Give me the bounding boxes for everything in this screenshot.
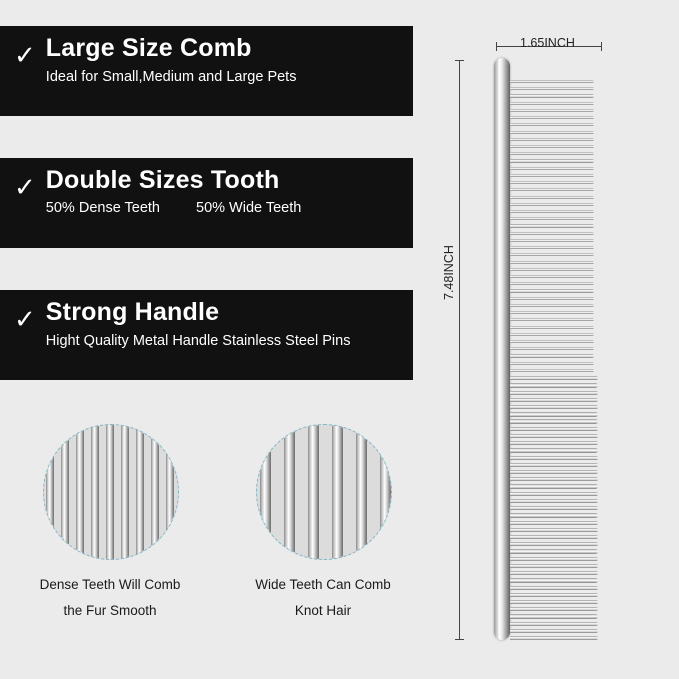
comb-tooth <box>510 419 598 423</box>
width-dimension-label: 1.65INCH <box>520 36 575 50</box>
feature-title: Double Sizes Tooth <box>45 166 280 194</box>
comb-tooth <box>510 261 594 264</box>
width-dimension-cap-left <box>496 42 497 51</box>
comb-tooth <box>510 427 598 431</box>
feature-subtitle: Ideal for Small,Medium and Large Pets <box>45 68 297 85</box>
comb-tooth <box>510 340 594 343</box>
comb-tooth <box>510 549 598 553</box>
comb-tooth <box>510 152 594 155</box>
comb-tooth <box>510 268 594 271</box>
comb-tooth <box>510 326 594 329</box>
comb-tooth <box>510 239 594 242</box>
comb-tooth <box>510 275 594 278</box>
caption-line-2: Knot Hair <box>294 602 352 618</box>
comb-tooth <box>510 542 598 546</box>
closeup-pin <box>308 424 319 560</box>
closeup-pin <box>91 424 99 560</box>
wide-teeth-closeup <box>257 425 391 559</box>
comb-tooth <box>510 600 598 604</box>
comb-tooth <box>510 521 598 525</box>
check-icon: ✓ <box>14 304 36 334</box>
comb-tooth <box>510 383 598 387</box>
comb-tooth <box>510 398 598 402</box>
comb-tooth <box>510 203 594 206</box>
feature-sub-item-dense: 50% Dense Teeth <box>45 199 160 216</box>
comb-tooth <box>510 412 598 416</box>
comb-tooth <box>510 607 598 611</box>
comb-tooth <box>510 87 594 90</box>
feature-title: Strong Handle <box>45 298 220 326</box>
comb-tooth <box>510 131 594 134</box>
comb-tooth <box>510 94 594 97</box>
check-icon: ✓ <box>14 172 36 202</box>
comb-tooth <box>510 80 594 83</box>
product-image-comb <box>494 58 602 640</box>
comb-tooth <box>510 578 598 582</box>
comb-tooth <box>510 571 598 575</box>
comb-tooth <box>510 318 594 321</box>
comb-tooth <box>510 463 598 467</box>
comb-tooth <box>510 347 594 350</box>
closeup-pin <box>106 424 114 560</box>
comb-tooth <box>510 484 598 488</box>
comb-tooth <box>510 362 594 365</box>
comb-tooth <box>510 217 594 220</box>
comb-tooth <box>510 456 598 460</box>
comb-tooth <box>510 391 598 395</box>
dense-teeth-closeup <box>44 425 178 559</box>
comb-tooth <box>510 311 594 314</box>
feature-banner-large-size-comb <box>0 26 413 116</box>
comb-tooth <box>510 614 598 618</box>
closeup-pin <box>76 424 84 560</box>
comb-tooth <box>510 441 598 445</box>
comb-tooth <box>510 232 594 235</box>
feature-banner-strong-handle <box>0 290 413 380</box>
comb-tooth <box>510 564 598 568</box>
comb-tooth <box>510 369 594 372</box>
closeup-pin <box>166 424 174 560</box>
closeup-pin <box>380 424 391 560</box>
comb-tooth <box>510 506 598 510</box>
comb-tooth <box>510 513 598 517</box>
comb-tooth <box>510 138 594 141</box>
width-dimension-cap-right <box>601 42 602 51</box>
comb-tooth <box>510 535 598 539</box>
comb-tooth <box>510 333 594 336</box>
closeup-pin <box>260 424 271 560</box>
closeup-pin <box>121 424 129 560</box>
comb-tooth <box>510 210 594 213</box>
feature-text-group <box>46 34 399 86</box>
comb-tooth <box>510 629 598 633</box>
closeup-pin <box>136 424 144 560</box>
comb-tooth <box>510 289 594 292</box>
comb-tooth <box>510 528 598 532</box>
caption-line-1: Wide Teeth Can Comb <box>255 577 391 592</box>
comb-tooth <box>510 557 598 561</box>
feature-banner-double-sizes-tooth <box>0 158 413 248</box>
height-dimension-line <box>459 60 460 640</box>
feature-text-group <box>46 166 399 216</box>
check-icon: ✓ <box>14 40 36 70</box>
comb-tooth <box>510 181 594 184</box>
zoom-circle-dense-teeth <box>43 424 179 560</box>
comb-tooth <box>510 499 598 503</box>
comb-tooth <box>510 123 594 126</box>
comb-tooth <box>510 102 594 105</box>
caption-line-1: Dense Teeth Will Comb <box>39 577 181 592</box>
feature-sub-items <box>46 200 399 216</box>
height-dimension-cap-top <box>455 60 464 61</box>
comb-handle <box>494 58 510 640</box>
comb-tooth <box>510 282 594 285</box>
comb-tooth <box>510 470 598 474</box>
comb-tooth <box>510 246 594 249</box>
caption-wide-teeth <box>213 572 433 623</box>
caption-line-2: the Fur Smooth <box>63 602 157 618</box>
comb-tooth <box>510 434 598 438</box>
closeup-pin <box>332 424 343 560</box>
height-dimension-cap-bottom <box>455 639 464 640</box>
comb-tooth <box>510 586 598 590</box>
comb-tooth <box>510 116 594 119</box>
comb-tooth <box>510 376 598 380</box>
comb-tooth <box>510 304 594 307</box>
comb-tooth <box>510 477 598 481</box>
comb-tooth <box>510 196 594 199</box>
comb-tooth <box>510 448 598 452</box>
feature-sub-item-wide: 50% Wide Teeth <box>196 199 302 216</box>
comb-tooth <box>510 188 594 191</box>
comb-tooth <box>510 253 594 256</box>
comb-tooth <box>510 354 594 357</box>
comb-tooth <box>510 174 594 177</box>
comb-tooth <box>510 405 598 409</box>
comb-tooth <box>510 109 594 112</box>
comb-tooth <box>510 593 598 597</box>
feature-title: Large Size Comb <box>45 34 252 62</box>
closeup-pin <box>356 424 367 560</box>
comb-tooth <box>510 622 598 626</box>
comb-tooth <box>510 297 594 300</box>
feature-subtitle: Hight Quality Metal Handle Stainless Steel Pins <box>45 332 351 349</box>
comb-tooth <box>510 159 594 162</box>
comb-tooth <box>510 145 594 148</box>
comb-tooth <box>510 224 594 227</box>
height-dimension-label: 7.48INCH <box>442 245 456 300</box>
closeup-pin <box>46 424 54 560</box>
comb-tooth <box>510 636 598 640</box>
comb-tooth <box>510 492 598 496</box>
closeup-pin <box>151 424 159 560</box>
zoom-circle-wide-teeth <box>256 424 392 560</box>
closeup-pin <box>284 424 295 560</box>
feature-text-group <box>46 298 399 350</box>
closeup-pin <box>61 424 69 560</box>
comb-tooth <box>510 167 594 170</box>
caption-dense-teeth <box>0 572 220 623</box>
